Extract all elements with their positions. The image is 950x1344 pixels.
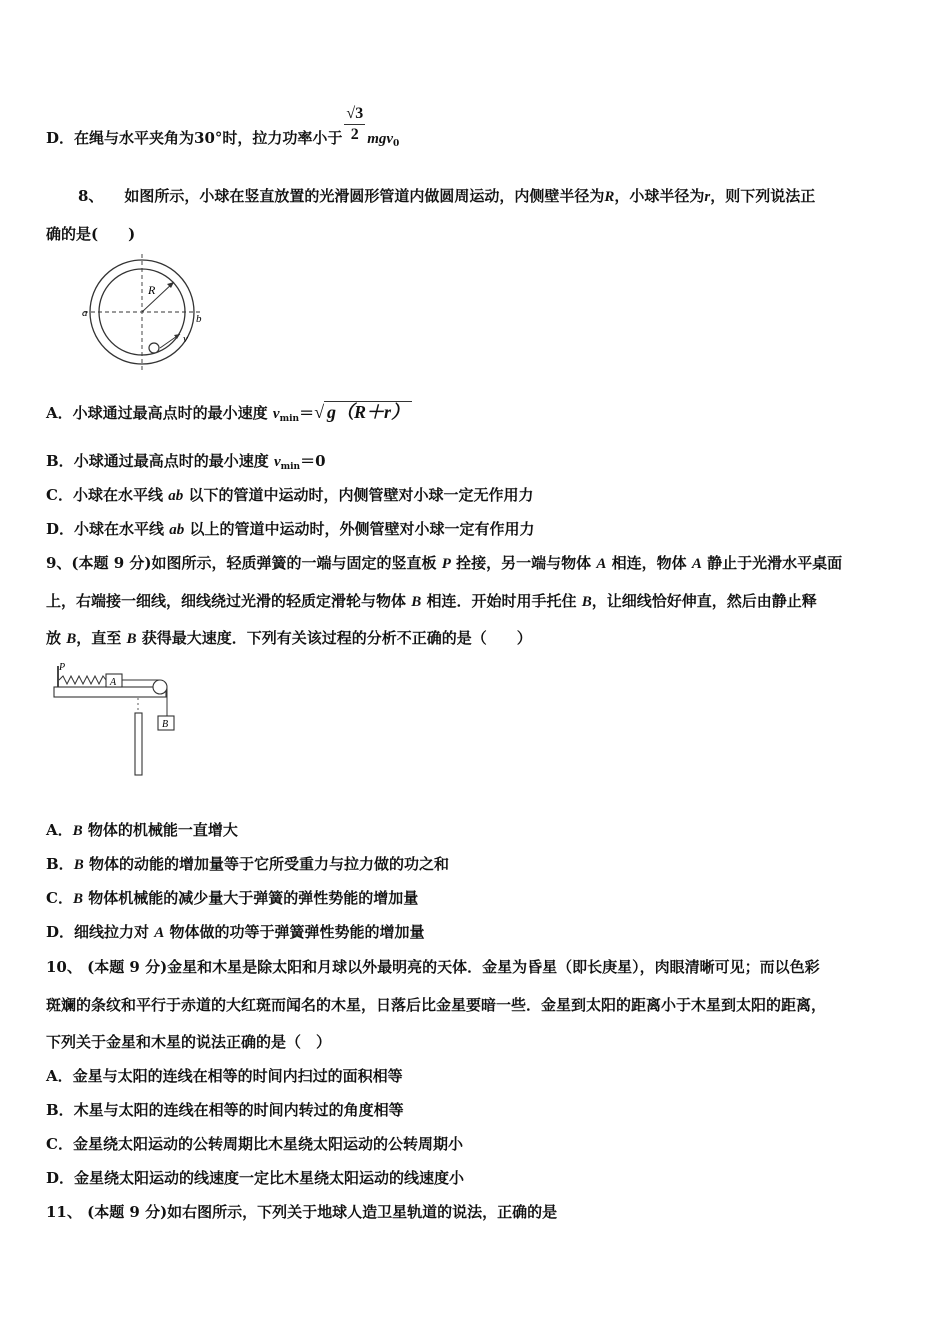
q9-spring-pulley-figure bbox=[48, 660, 188, 782]
sqrt-expression: √ g（R＋r） bbox=[314, 401, 412, 422]
q7-option-d: D．在绳与水平夹角为30°时，拉力功率小于 $\frac{√3}{2}$ mgv$_0$ bbox=[46, 104, 400, 149]
q9-option-d: D．细线拉力对 A 物体做的功等于弹簧弹性势能的增加量 bbox=[46, 923, 425, 941]
table-leg bbox=[135, 713, 142, 775]
label-p: P bbox=[59, 662, 66, 673]
q9-option-a: A．B 物体的机械能一直增大 bbox=[46, 821, 238, 839]
q9-stem-line1: 9、(本题 9 分)如图所示，轻质弹簧的一端与固定的竖直板 P 拴接，另一端与物体 A 相连，物体 A 静止于光滑水平桌面 bbox=[46, 554, 843, 572]
q10-option-a: A．金星与太阳的连线在相等的时间内扫过的面积相等 bbox=[46, 1067, 403, 1085]
q9-stem-line2: 上，右端接一细线，细线绕过光滑的轻质定滑轮与物体 B 相连．开始时用手托住 B，让细线恰好伸直，然后由静止释 bbox=[46, 592, 817, 610]
q8-circular-tube-figure bbox=[80, 250, 210, 375]
q8-stem-line1: 8、 如图所示，小球在竖直放置的光滑圆形管道内做圆周运动，内侧壁半径为R，小球半径为r，则下列说法正 bbox=[78, 187, 816, 205]
q10-option-c: C．金星绕太阳运动的公转周期比木星绕太阳运动的公转周期小 bbox=[46, 1135, 463, 1153]
pulley bbox=[153, 680, 167, 694]
radius-line bbox=[142, 282, 174, 312]
label-v: v bbox=[183, 333, 188, 345]
label-b: B bbox=[162, 719, 169, 730]
q8-stem-line2: 确的是( ) bbox=[46, 225, 136, 243]
label-a: A bbox=[110, 677, 117, 688]
label-b: b bbox=[196, 313, 202, 325]
q9-stem-line3: 放 B，直至 B 获得最大速度．下列有关该过程的分析不正确的是（ ） bbox=[46, 629, 532, 647]
spring bbox=[59, 676, 106, 684]
small-ball bbox=[149, 343, 159, 353]
q10-option-b: B．木星与太阳的连线在相等的时间内转过的角度相等 bbox=[46, 1101, 404, 1119]
q9-option-c: C．B 物体机械能的减少量大于弹簧的弹性势能的增加量 bbox=[46, 889, 419, 907]
q9-option-b: B．B 物体的动能的增加量等于它所受重力与拉力做的功之和 bbox=[46, 855, 449, 873]
q8-option-d: D．小球在水平线 ab 以上的管道中运动时，外侧管壁对小球一定有作用力 bbox=[46, 520, 535, 538]
label-a: a bbox=[82, 307, 88, 319]
q10-stem-line2: 斑斓的条纹和平行于赤道的大红斑而闻名的木星，日落后比金星要暗一些．金星到太阳的距离小于木星到太阳的距离， bbox=[46, 996, 827, 1014]
q10-option-d: D．金星绕太阳运动的线速度一定比木星绕太阳运动的线速度小 bbox=[46, 1169, 465, 1187]
q10-stem-line3: 下列关于金星和木星的说法正确的是（ ） bbox=[46, 1033, 332, 1051]
table-top bbox=[54, 687, 166, 697]
label-R: R bbox=[148, 283, 156, 297]
fraction: $\frac{√3}{2}$ bbox=[346, 104, 364, 143]
q8-option-c: C．小球在水平线 ab 以下的管道中运动时，内侧管壁对小球一定无作用力 bbox=[46, 486, 534, 504]
q10-stem-line1: 10、 (本题 9 分)金星和木星是除太阳和月球以外最明亮的天体．金星为昏星（即长庚星），肉眼清晰可见；而以色彩 bbox=[46, 958, 820, 976]
velocity-arrowhead bbox=[174, 334, 180, 339]
q8-option-a: A．小球通过最高点时的最小速度 $v_{min}=√$ g（R＋r） bbox=[46, 402, 412, 429]
q8-option-b: B．小球通过最高点时的最小速度 $v_{min}=0$ bbox=[46, 452, 326, 472]
q11-stem-line1: 11、 (本题 9 分)如右图所示，下列关于地球人造卫星轨道的说法，正确的是 bbox=[46, 1203, 558, 1221]
